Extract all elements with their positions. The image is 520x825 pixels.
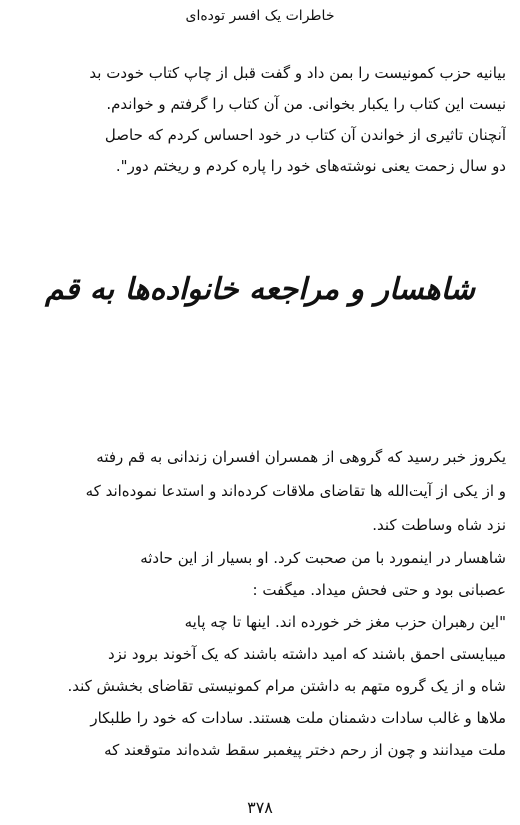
text-line: یکروز خبر رسید که گروهی از همسران افسران زندانی به قم رفته: [96, 448, 506, 466]
section-title: شاهسار و مراجعه خانواده‌ها به قم: [45, 272, 475, 307]
text-line: ملاها و غالب سادات دشمنان ملت هستند. سادات که خود را طلبکار: [90, 709, 506, 727]
text-line: آنچنان تاثیری از خواندن آن کتاب در خود احساس کردم که حاصل: [104, 126, 506, 144]
body-paragraph-2: [18, 542, 506, 766]
intro-paragraph: [18, 58, 506, 182]
text-line: نزد شاه وساطت کند.: [372, 516, 506, 534]
text-line: میبایستی احمق باشند که امید داشته باشند که یک آخوند برود نزد: [107, 645, 506, 663]
running-header: خاطرات یک افسر توده‌ای: [185, 8, 335, 24]
text-line: بیانیه حزب کمونیست را بمن داد و گفت قبل از چاپ کتاب خودت بد: [89, 64, 506, 82]
page-number: ۳۷۸: [247, 798, 273, 817]
text-line: ملت میدانند و چون از رحم دختر پیغمبر سقط شده‌اند متوقعند که: [104, 741, 506, 759]
text-line: نیست این کتاب را یکبار بخوانی. من آن کتاب را گرفتم و خواندم.: [106, 95, 506, 113]
text-line: عصبانی بود و حتی فحش میداد. میگفت :: [252, 581, 506, 599]
text-line: و از یکی از آیت‌الله ها تقاضای ملاقات کرده‌اند و استدعا نموده‌اند که: [85, 482, 506, 500]
text-line: "این رهبران حزب مغز خر خورده اند. اینها تا چه پایه: [184, 613, 506, 631]
text-line: شاه و از یک گروه متهم به داشتن مرام کمونیستی تقاضای بخشش کند.: [67, 677, 506, 695]
body-paragraph-1: [18, 440, 506, 542]
text-line: شاهسار در اینمورد با من صحبت کرد. او بسیار از این حادثه: [140, 549, 506, 567]
text-line: دو سال زحمت یعنی نوشته‌های خود را پاره کردم و ریختم دور".: [115, 157, 506, 175]
